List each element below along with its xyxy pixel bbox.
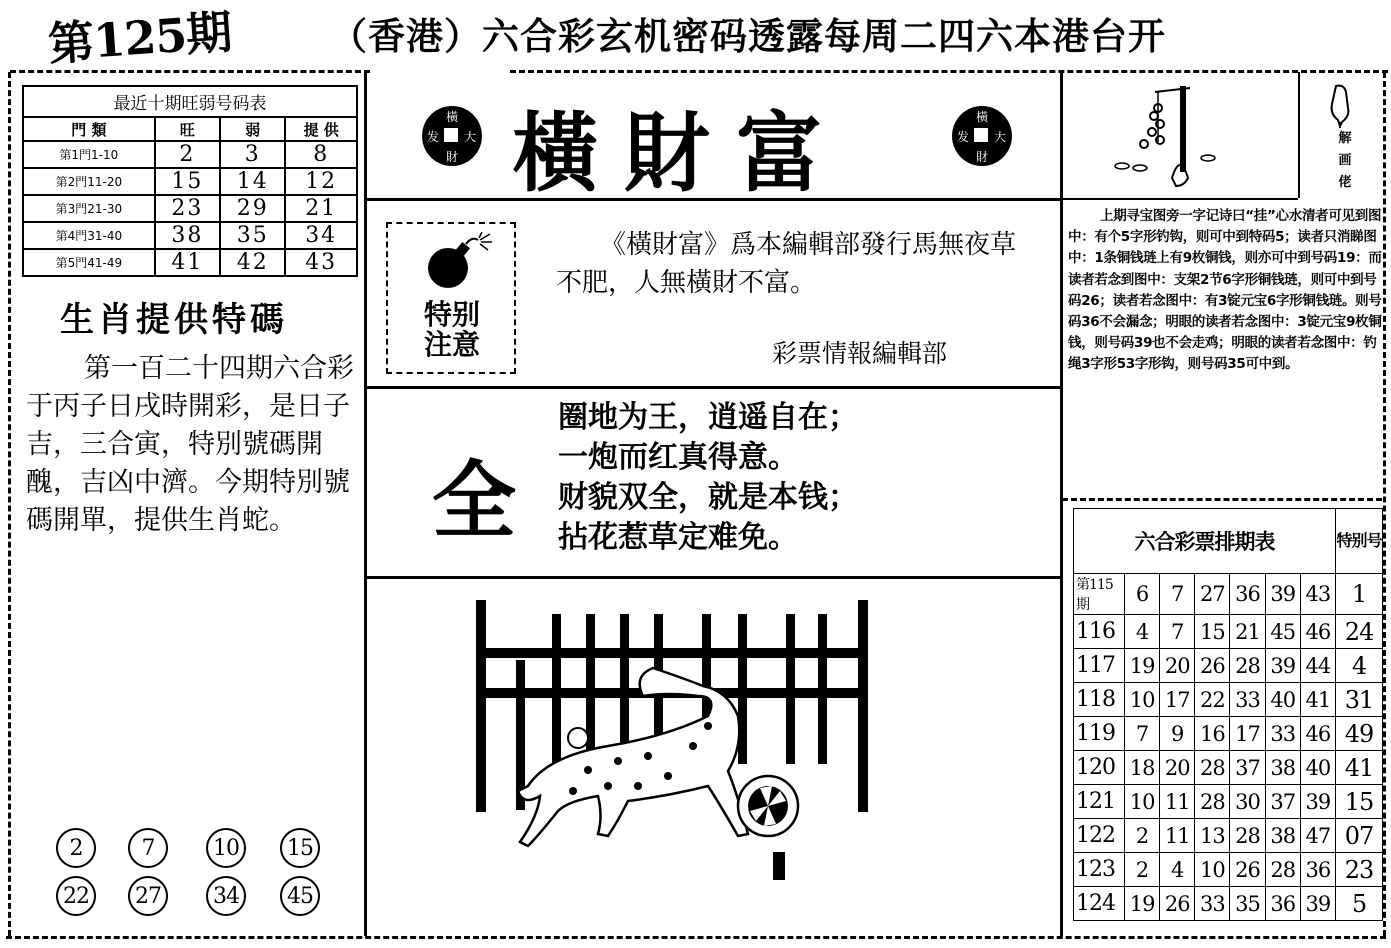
drawn-number: 33 [1195, 887, 1230, 921]
special-number: 07 [1336, 819, 1383, 853]
drawn-number: 10 [1125, 683, 1160, 717]
table-row [1074, 574, 1383, 615]
weak-number: 35 [220, 222, 285, 249]
period-cell: 117 [1074, 649, 1125, 683]
drawn-number: 11 [1160, 819, 1195, 853]
zodiac-paragraph: 第一百二十四期六合彩于丙子日戌時開彩，是日子吉，三合寅，特別號碼開醜，吉凶中濟。今期特別號碼開單，提供生肖蛇。 [26, 353, 354, 536]
period-cell: 124 [1074, 887, 1125, 921]
drawn-number: 20 [1160, 751, 1195, 785]
drawn-number: 10 [1195, 853, 1230, 887]
period-cell: 第115期 [1074, 574, 1125, 615]
drawn-number: 35 [1230, 887, 1265, 921]
row-label: 第2門11-20 [23, 168, 155, 195]
column-header: 弱 [220, 117, 285, 141]
table-row [1074, 887, 1383, 921]
weak-number: 3 [220, 141, 285, 168]
poem-line: 一炮而红真得意。 [558, 440, 798, 475]
drawn-number: 6 [1125, 574, 1160, 615]
lucky-number: 10 [206, 828, 246, 868]
bottom-divider [6, 936, 1386, 939]
period-cell: 116 [1074, 615, 1125, 649]
poem-divider [366, 576, 1060, 579]
drawn-number: 40 [1300, 751, 1335, 785]
bomb-icon [424, 232, 494, 292]
draw-schedule-table [1073, 508, 1383, 921]
drawn-number: 2 [1125, 819, 1160, 853]
special-number: 1 [1336, 574, 1383, 615]
drawn-number: 30 [1230, 785, 1265, 819]
deer-in-fence-illustration [468, 596, 888, 886]
lucky-number: 15 [280, 828, 320, 868]
drawn-number: 13 [1195, 819, 1230, 853]
period-cell: 121 [1074, 785, 1125, 819]
drawn-number: 7 [1160, 574, 1195, 615]
drawn-number: 27 [1195, 574, 1230, 615]
masthead-title: 橫財富 [512, 103, 848, 204]
poem [558, 398, 858, 558]
special-number: 31 [1336, 683, 1383, 717]
provided-number: 12 [285, 168, 357, 195]
strong-number: 38 [155, 222, 220, 249]
drawn-number: 39 [1300, 887, 1335, 921]
table-row [1074, 683, 1383, 717]
special-number: 15 [1336, 785, 1383, 819]
table-row [1074, 751, 1383, 785]
drawn-number: 45 [1265, 615, 1300, 649]
top-divider-right [510, 70, 1388, 73]
drawn-number: 16 [1195, 717, 1230, 751]
period-cell: 118 [1074, 683, 1125, 717]
weak-number: 29 [220, 195, 285, 222]
drawn-number: 44 [1300, 649, 1335, 683]
zodiac-text [26, 350, 358, 540]
lucky-number: 27 [128, 876, 168, 916]
table-row [1074, 649, 1383, 683]
lucky-number: 2 [56, 828, 96, 868]
draw-table-divider [1062, 498, 1382, 501]
provided-number: 34 [285, 222, 357, 249]
strong-number: 2 [155, 141, 220, 168]
drawn-number: 39 [1300, 785, 1335, 819]
lucky-number: 45 [280, 876, 320, 916]
right-border [1383, 72, 1386, 936]
drawn-number: 37 [1265, 785, 1300, 819]
drawn-number: 39 [1265, 649, 1300, 683]
table-row [1074, 615, 1383, 649]
period-cell: 120 [1074, 751, 1125, 785]
drawn-number: 21 [1230, 615, 1265, 649]
solve-label-char: 解 [1338, 131, 1352, 146]
solve-label-char: 画 [1338, 153, 1352, 168]
weak-number: 42 [220, 249, 285, 276]
provided-number: 8 [285, 141, 357, 168]
column-divider-1 [364, 72, 367, 936]
column-header: 門 類 [23, 117, 155, 141]
riddle-image-divider [1062, 198, 1298, 200]
poem-line: 圈地为王，逍遥自在； [558, 400, 858, 435]
row-label: 第4門31-40 [23, 222, 155, 249]
table-row [23, 249, 357, 276]
drawn-number: 20 [1160, 649, 1195, 683]
notice-label-line: 特别 [423, 298, 480, 331]
drawn-number: 36 [1300, 853, 1335, 887]
drawn-number: 28 [1230, 649, 1265, 683]
special-number: 23 [1336, 853, 1383, 887]
period-cell: 122 [1074, 819, 1125, 853]
table-row [1074, 819, 1383, 853]
drawn-number: 28 [1265, 853, 1300, 887]
drawn-number: 11 [1160, 785, 1195, 819]
riddle-character: 全 [432, 452, 517, 550]
row-label: 第1門1-10 [23, 141, 155, 168]
solve-label-char: 佬 [1338, 175, 1352, 190]
drawn-number: 43 [1300, 574, 1335, 615]
drawn-number: 39 [1265, 574, 1300, 615]
drawn-number: 37 [1230, 751, 1265, 785]
draw-table-title: 六合彩票排期表 [1074, 509, 1336, 574]
zodiac-title: 生肖提供特碼 [60, 300, 288, 340]
column-header: 旺 [155, 117, 220, 141]
drawn-number: 33 [1230, 683, 1265, 717]
drawn-number: 7 [1125, 717, 1160, 751]
drawn-number: 40 [1265, 683, 1300, 717]
notice-label [402, 300, 502, 360]
provided-number: 43 [285, 249, 357, 276]
page-title: （香港）六合彩玄机密码透露每周二四六本港台开 [330, 15, 1166, 58]
pointing-hand-icon [1326, 82, 1356, 128]
drawn-number: 26 [1230, 853, 1265, 887]
column-divider-2 [1060, 72, 1063, 936]
provided-number: 21 [285, 195, 357, 222]
table-row [23, 141, 357, 168]
left-border [8, 72, 11, 936]
table-row [23, 222, 357, 249]
strong-number: 23 [155, 195, 220, 222]
drawn-number: 28 [1195, 751, 1230, 785]
drawn-number: 15 [1195, 615, 1230, 649]
editorial-signature: 彩票情報編輯部 [772, 339, 948, 368]
drawn-number: 46 [1300, 615, 1335, 649]
drawn-number: 28 [1195, 785, 1230, 819]
notice-divider [366, 386, 1060, 389]
notice-label-line: 注意 [423, 328, 480, 361]
drawn-number: 26 [1195, 649, 1230, 683]
drawn-number: 2 [1125, 853, 1160, 887]
issue-number: 第125期 [46, 4, 233, 72]
special-number: 5 [1336, 887, 1383, 921]
solve-label [1336, 128, 1354, 194]
weak-number: 14 [220, 168, 285, 195]
drawn-number: 19 [1125, 649, 1160, 683]
coin-icon: 橫 大 財 发 [422, 106, 482, 166]
drawn-number: 9 [1160, 717, 1195, 751]
special-number: 41 [1336, 751, 1383, 785]
drawn-number: 19 [1125, 887, 1160, 921]
strong-number: 41 [155, 249, 220, 276]
riddle-explanation: 上期寻宝图旁一字记诗曰“挂”心水清者可见到图中：有个5字形钓钩，则可中到特码5；读者只消睇图中：1条铜钱琏上有9枚铜钱，则亦可中到号码19：而读者若念到图中：支架2节6字形铜钱琏，则可中到号码26；读者若念图中：有3锭元宝6字形铜钱琏。则号码36不会漏念；明眼的读者若念图中：3锭元宝9枚铜钱，则号码39也不会走鸡；明眼的读者若念图中：钓绳3字形53字形钩，则号码35可中到。 [1068, 208, 1382, 373]
hanging-coins-illustration [1100, 82, 1300, 192]
drawn-number: 38 [1265, 819, 1300, 853]
coin-icon: 橫 大 財 发 [952, 106, 1012, 166]
drawn-number: 33 [1265, 717, 1300, 751]
strong-number: 15 [155, 168, 220, 195]
table-row [23, 168, 357, 195]
special-number: 24 [1336, 615, 1383, 649]
poem-line: 财貌双全，就是本钱； [558, 480, 858, 515]
drawn-number: 4 [1125, 615, 1160, 649]
table-row [23, 195, 357, 222]
drawn-number: 36 [1265, 887, 1300, 921]
drawn-number: 47 [1300, 819, 1335, 853]
drawn-number: 36 [1230, 574, 1265, 615]
drawn-number: 18 [1125, 751, 1160, 785]
lucky-number: 7 [128, 828, 168, 868]
lucky-number: 34 [206, 876, 246, 916]
special-number: 49 [1336, 717, 1383, 751]
poem-line: 拈花惹草定难免。 [558, 520, 798, 555]
drawn-number: 10 [1125, 785, 1160, 819]
table-row [1074, 785, 1383, 819]
special-number: 4 [1336, 649, 1383, 683]
special-number-header: 特别号 [1336, 509, 1383, 574]
table-row [1074, 853, 1383, 887]
drawn-number: 22 [1195, 683, 1230, 717]
drawn-number: 38 [1265, 751, 1300, 785]
drawn-number: 28 [1230, 819, 1265, 853]
row-label: 第3門21-30 [23, 195, 155, 222]
period-cell: 123 [1074, 853, 1125, 887]
lucky-number: 22 [56, 876, 96, 916]
strength-table-caption: 最近十期旺弱号码表 [22, 85, 358, 116]
period-cell: 119 [1074, 717, 1125, 751]
table-row [1074, 717, 1383, 751]
drawn-number: 41 [1300, 683, 1335, 717]
drawn-number: 26 [1160, 887, 1195, 921]
drawn-number: 7 [1160, 615, 1195, 649]
row-label: 第5門41-49 [23, 249, 155, 276]
intro-text: 《橫財富》爲本編輯部發行馬無夜草不肥，人無橫財不富。 [556, 230, 1017, 298]
drawn-number: 17 [1160, 683, 1195, 717]
drawn-number: 17 [1230, 717, 1265, 751]
top-divider-left [10, 70, 370, 73]
column-header: 提 供 [285, 117, 357, 141]
strength-table [22, 85, 358, 277]
drawn-number: 46 [1300, 717, 1335, 751]
drawn-number: 4 [1160, 853, 1195, 887]
